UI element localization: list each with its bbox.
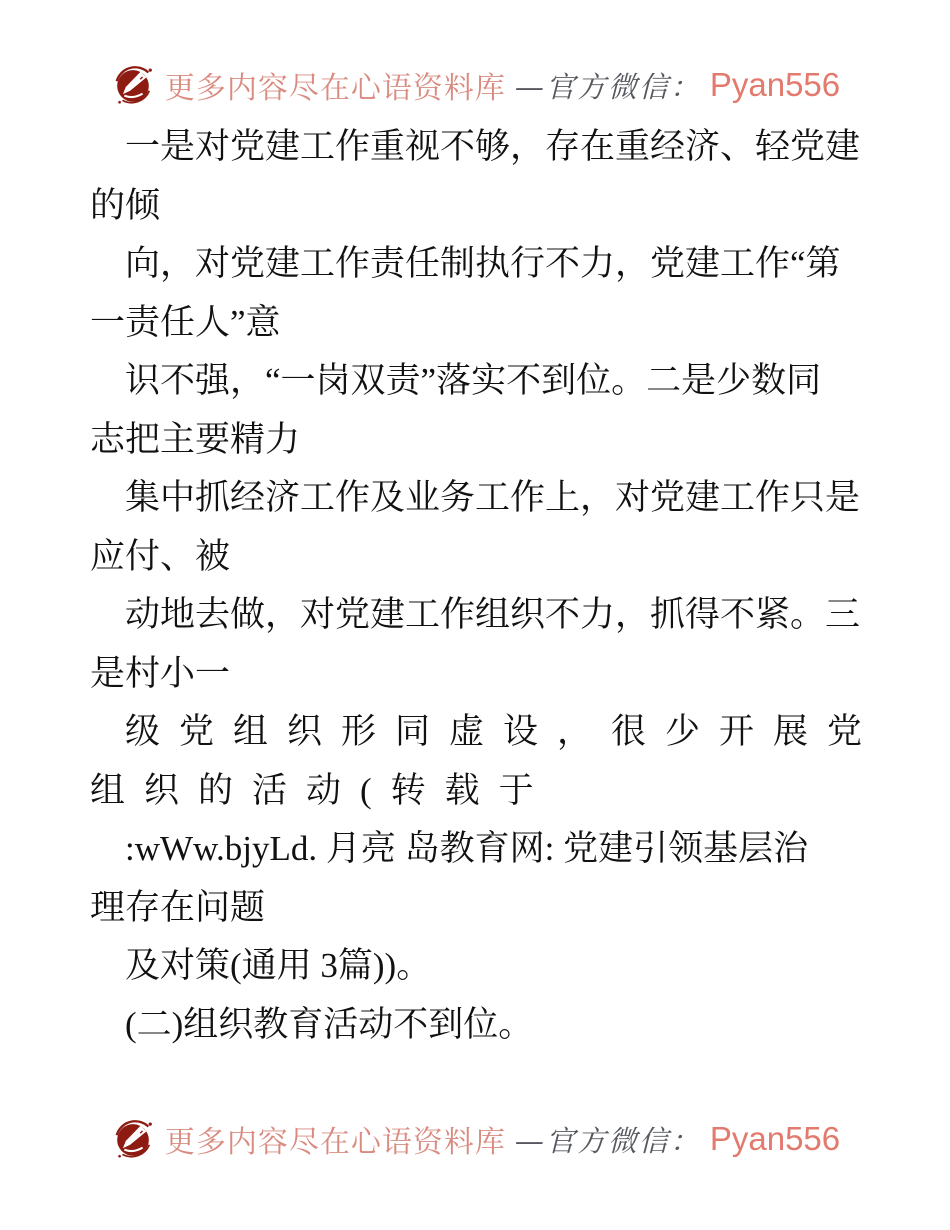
watermark-wechat-id: Pyan556	[709, 1120, 841, 1157]
text-line: 的倾	[90, 185, 161, 225]
text-line: 应付、被	[90, 536, 231, 576]
document-body	[90, 118, 882, 1054]
pen-circle-logo-icon	[110, 60, 156, 110]
header-watermark	[0, 60, 950, 110]
text-line: :wWw.bjyLd. 月亮 岛教育网: 党建引领基层治	[125, 829, 809, 868]
text-line: 组织的活动(转载于	[90, 770, 553, 810]
pen-circle-logo-icon	[110, 1114, 156, 1164]
text-line: 向，对党建工作责任制执行不力，党建工作“第	[125, 244, 841, 283]
text-line: 一责任人”意	[90, 302, 281, 342]
text-line: (二)组织教育活动不到位。	[125, 1004, 534, 1044]
text-line: 及对策(通用 3篇))。	[125, 946, 432, 985]
text-line: 一是对党建工作重视不够，存在重经济、轻党建	[125, 127, 861, 166]
text-line: 志把主要精力	[90, 419, 301, 459]
text-line: 是村小一	[90, 653, 231, 693]
watermark-wechat-id: Pyan556	[709, 66, 841, 103]
text-line: 识不强，“一岗双责”落实不到位。二是少数同	[125, 361, 822, 400]
footer-watermark	[0, 1114, 950, 1164]
watermark-brand-text: 更多内容尽在心语资料库	[164, 1126, 506, 1159]
text-line: 动地去做，对党建工作组织不力，抓得不紧。三	[125, 595, 861, 634]
text-line: 理存在问题	[90, 887, 266, 927]
watermark-brand-text: 更多内容尽在心语资料库	[164, 72, 506, 105]
watermark-wechat-label: —官方微信：	[514, 1123, 701, 1158]
text-line: 级党组织形同虚设，很少开展党	[125, 712, 882, 751]
text-line: 集中抓经济工作及业务工作上，对党建工作只是	[125, 478, 861, 517]
watermark-wechat-label: —官方微信：	[514, 69, 701, 104]
